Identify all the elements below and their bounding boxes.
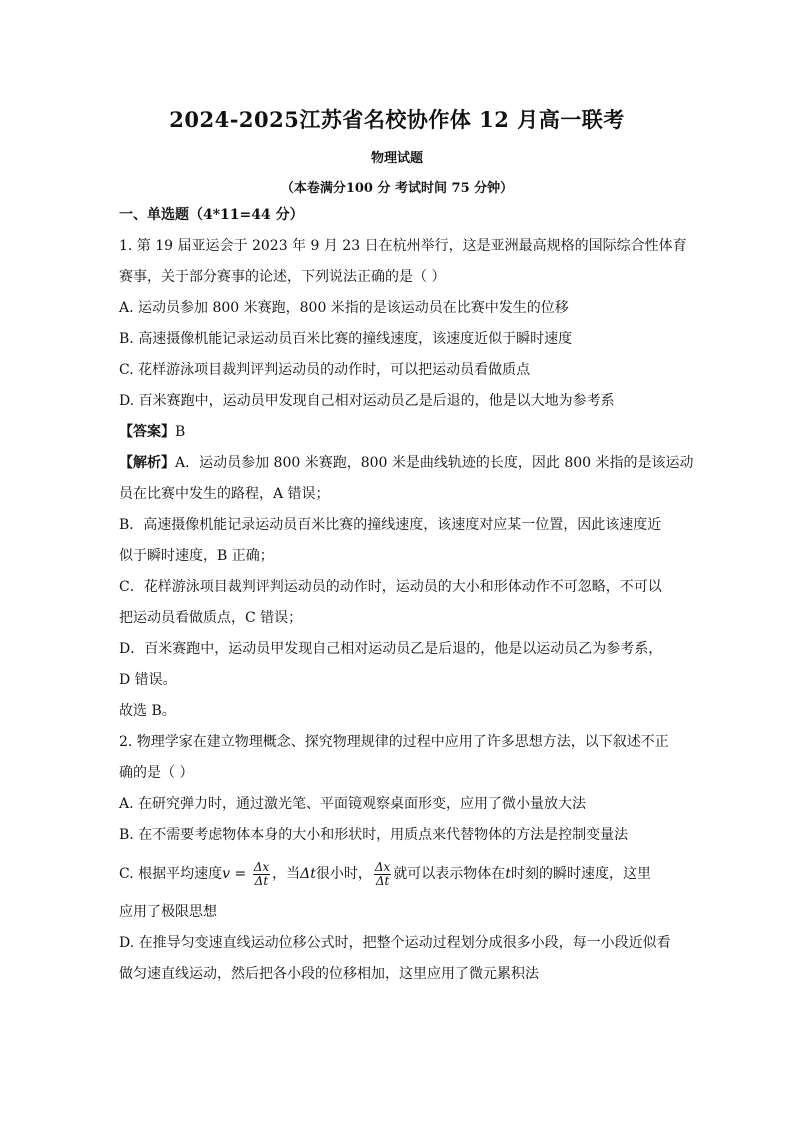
equals-sign: = (230, 866, 251, 882)
exam-title: 2024-2025江苏省名校协作体 12 月高一联考 (169, 107, 625, 132)
q1-analysis-line6: 把运动员看做质点，C 错误； (119, 610, 303, 626)
q2-stem-line2: 确的是（ ） (119, 765, 194, 781)
fraction-numerator: Δx (253, 859, 270, 874)
analysis-tag: 【解析】 (119, 455, 175, 471)
q1-option-b: B. 高速摄像机能记录运动员百米比赛的撞线速度，该速度近似于瞬时速度 (119, 331, 573, 347)
fraction-dx-dt (374, 861, 391, 888)
q1-analysis-line3: B．高速摄像机能记录运动员百米比赛的撞线速度，该速度对应某一位置，因此该速度近 (119, 517, 662, 533)
q2-option-d-line1: D. 在推导匀变速直线运动位移公式时，把整个运动过程划分成很多小段，每一小段近似看 (119, 935, 671, 951)
q1-analysis-line8: D 错误。 (119, 672, 177, 688)
q1-answer (119, 417, 679, 448)
q1-analysis-line2: 员在比赛中发生的路程，A 错误； (119, 486, 330, 502)
option-c-text: 很小时， (315, 866, 372, 882)
q2-stem-line1: 2. 物理学家在建立物理概念、探究物理规律的过程中应用了许多思想方法，以下叙述不正 (119, 734, 669, 750)
q2-option-b: B. 在不需要考虑物体本身的大小和形状时，用质点来代替物体的方法是控制变量法 (119, 827, 629, 843)
velocity-symbol: v (222, 866, 231, 882)
fraction-numerator: Δx (374, 859, 391, 874)
q1-stem-line1: 1. 第 19 届亚运会于 2023 年 9 月 23 日在杭州举行，这是亚洲最高规格的国际综合性体育 (119, 238, 687, 254)
q1-stem-line2: 赛事，关于部分赛事的论述，下列说法正确的是（ ） (119, 269, 446, 285)
q2-option-c-line1 (119, 851, 679, 897)
delta-t-symbol: Δt (300, 866, 316, 882)
fraction-denominator: Δt (254, 873, 269, 888)
answer-value: B (175, 424, 186, 440)
q1-analysis-line4: 似于瞬时速度，B 正确； (119, 548, 274, 564)
fraction-dx-dt (253, 861, 270, 888)
q1-analysis-line7: D．百米赛跑中，运动员甲发现自己相对运动员乙是后退的，他是以运动员乙为参考系， (119, 641, 663, 657)
option-c-text: 就可以表示物体在 (393, 866, 506, 882)
subject-title: 物理试题 (370, 151, 423, 166)
q1-option-a: A. 运动员参加 800 米赛跑，800 米指的是该运动员在比赛中发生的位移 (119, 300, 569, 316)
option-c-text: 时刻的瞬时速度，这里 (510, 866, 651, 882)
q2-option-c-line2: 应用了极限思想 (119, 904, 217, 920)
answer-tag: 【答案】 (119, 424, 175, 440)
q1-conclusion: 故选 B。 (119, 703, 176, 719)
exam-info: （本卷满分100 分 考试时间 75 分钟） (280, 181, 514, 196)
q1-analysis-line5: C．花样游泳项目裁判评判运动员的动作时，运动员的大小和形体动作不可忽略，不可以 (119, 579, 662, 595)
option-c-text: ，当 (272, 866, 301, 882)
time-symbol: t (505, 866, 511, 882)
option-c-text: C. 根据平均速度 (119, 866, 223, 882)
analysis-text: A．运动员参加 800 米赛跑，800 米是曲线轨迹的长度，因此 800 米指的是该运动 (175, 455, 694, 471)
q1-option-d: D. 百米赛跑中，运动员甲发现自己相对运动员乙是后退的，他是以大地为参考系 (119, 393, 615, 409)
question-body (119, 200, 694, 990)
section-heading: 一、单选题（4*11=44 分） (119, 207, 304, 223)
q2-option-d-line2: 做匀速直线运动，然后把各小段的位移相加，这里应用了微元累积法 (119, 966, 539, 982)
q2-option-a: A. 在研究弹力时，通过激光笔、平面镜观察桌面形变，应用了微小量放大法 (119, 796, 587, 812)
fraction-denominator: Δt (375, 873, 390, 888)
q1-option-c: C. 花样游泳项目裁判评判运动员的动作时，可以把运动员看做质点 (119, 362, 531, 378)
q1-analysis-line1 (119, 448, 694, 479)
